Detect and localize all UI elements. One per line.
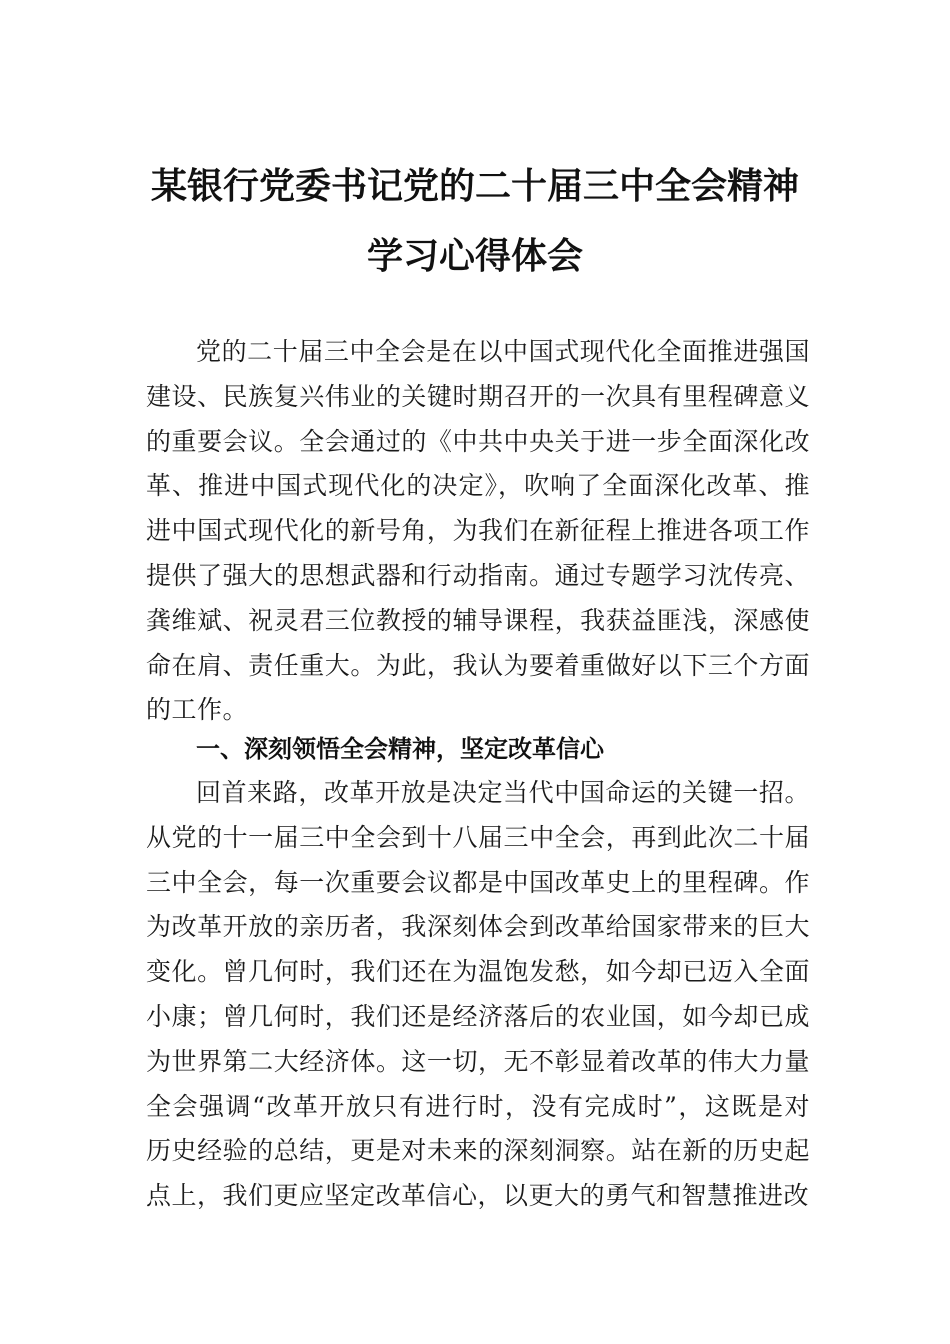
paragraph-text: 党的二十届三中全会是在以中国式现代化全面推进强国建设、民族复兴伟业的关键时期召开的一次具有里程碑意义的重要会议。全会通过的《中共中央关于进一步全面深化改革、推进中国式现代化的决定》，吹响了全面深化改革、推进中国式现代化的新号角，为我们在新征程上推进各项工作提供了强大的思想武器和行动指南。通过专题学习沈传亮、龚维斌、祝灵君三位教授的辅导课程，我获益匪浅，深感使命在肩、责任重大。为此，我认为要着重做好以下三个方面的工作。 bbox=[146, 337, 810, 725]
document-title-line2: 学习心得体会 bbox=[366, 235, 583, 277]
paragraph-text: 回首来路，改革开放是决定当代中国命运的关键一招。从党的十一届三中全会到十八届三中全会，再到此次二十届三中全会，每一次重要会议都是中国改革史上的里程碑。作为改革开放的亲历者，我深刻体会到改革给国家带来的巨大变化。曾几何时，我们还在为温饱发愁，如今却已迈入全面小康；曾几何时，我们还是经济落后的农业国，如今却已成为世界第二大经济体。这一切，无不彰显着改革的伟大力量全会强调“改革开放只有进行时，没有完成时”，这既是对历史经验的总结，更是对未来的深刻洞察。站在新的历史起点上，我们更应坚定改革信心，以更大的勇气和智慧推进改 bbox=[146, 778, 810, 1211]
body-paragraph-section1 bbox=[146, 771, 810, 1219]
body-paragraph-intro bbox=[146, 330, 810, 733]
document-title-line1: 某银行党委书记党的二十届三中全会精神 bbox=[150, 165, 799, 207]
section-heading-1: 一、深刻领悟全会精神，坚定改革信心 bbox=[196, 735, 604, 763]
